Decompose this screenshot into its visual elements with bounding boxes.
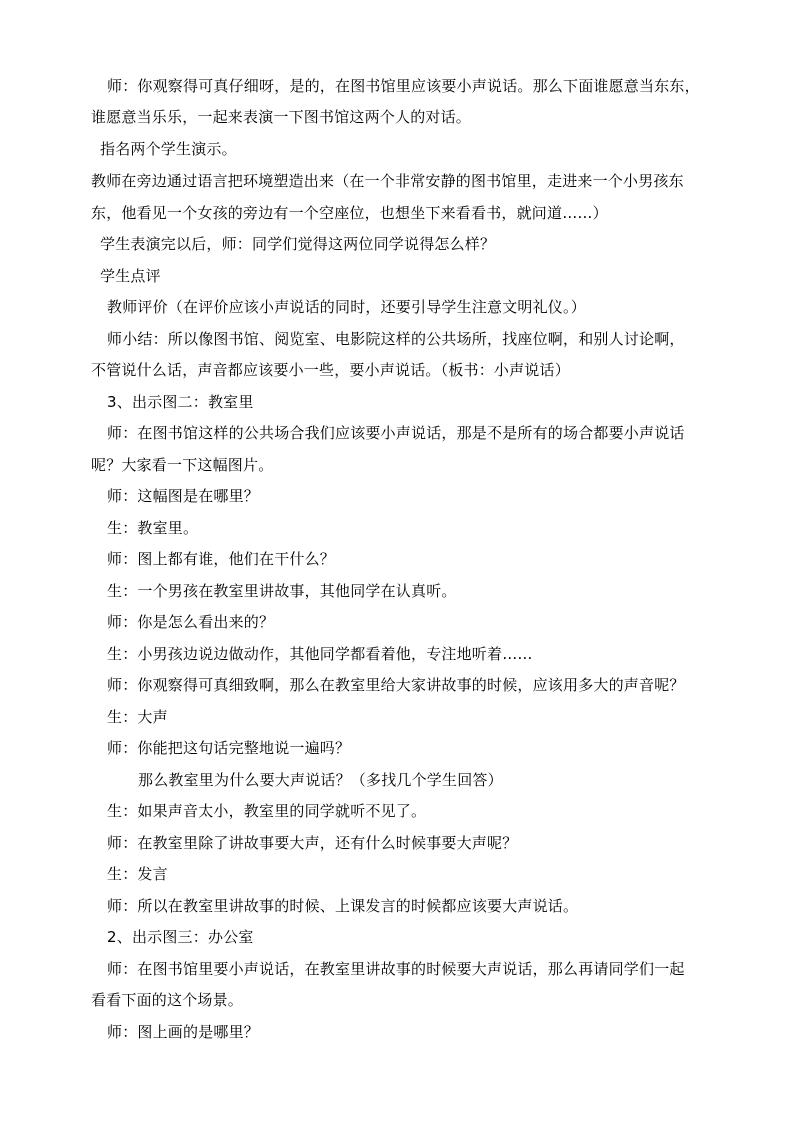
dialogue-line: 生：小男孩边说边做动作，其他同学都看着他，专注地听着…… bbox=[107, 645, 533, 663]
paragraph-line: 不管说什么话，声音都应该要小一些，要小声说话。（板书：小声说话） bbox=[91, 361, 570, 379]
paragraph-line: 呢？大家看一下这幅图片。 bbox=[91, 456, 274, 474]
dialogue-line: 师：这幅图是在哪里？ bbox=[107, 487, 260, 505]
paragraph-line: 教师在旁边通过语言把环境塑造出来（在一个非常安静的图书馆里，走进来一个小男孩东 bbox=[91, 172, 684, 190]
paragraph-line: 教师评价（在评价应该小声说话的同时，还要引导学生注意文明礼仪。） bbox=[107, 298, 586, 316]
dialogue-line: 师：图上都有谁，他们在干什么？ bbox=[107, 550, 336, 568]
paragraph-line: 学生表演完以后，师：同学们觉得这两位同学说得怎么样？ bbox=[100, 235, 496, 253]
dialogue-line: 师：你观察得可真细致啊，那么在教室里给大家讲故事的时候，应该用多大的声音呢？ bbox=[107, 676, 685, 694]
dialogue-line: 师：所以在教室里讲故事的时候、上课发言的时候都应该要大声说话。 bbox=[107, 897, 579, 915]
section-heading: 3、出示图二：教室里 bbox=[107, 393, 254, 411]
paragraph-line: 谁愿意当乐乐，一起来表演一下图书馆这两个人的对话。 bbox=[91, 108, 472, 126]
dialogue-line: 生：大声 bbox=[107, 708, 168, 726]
paragraph-line: 师：在图书馆这样的公共场合我们应该要小声说话，那是不是所有的场合都要小声说话 bbox=[107, 424, 685, 442]
dialogue-line: 生：发言 bbox=[107, 865, 168, 883]
dialogue-line: 生：一个男孩在教室里讲故事，其他同学在认真听。 bbox=[107, 582, 457, 600]
section-heading: 2、出示图三：办公室 bbox=[107, 928, 254, 946]
paragraph-line: 指名两个学生演示。 bbox=[100, 140, 237, 158]
dialogue-line: 师：图上画的是哪里？ bbox=[107, 1023, 260, 1041]
dialogue-line: 生：教室里。 bbox=[107, 519, 199, 537]
dialogue-line: 师：你能把这句话完整地说一遍吗？ bbox=[107, 739, 351, 757]
paragraph-line: 师小结：所以像图书馆、阅览室、电影院这样的公共场所，找座位啊，和别人讨论啊， bbox=[107, 330, 685, 348]
paragraph-line: 师：你观察得可真仔细呀，是的，在图书馆里应该要小声说话。那么下面谁愿意当东东， bbox=[107, 77, 700, 95]
paragraph-line: 东，他看见一个女孩的旁边有一个空座位，也想坐下来看看书，就问道……） bbox=[91, 204, 608, 222]
dialogue-line: 师：你是怎么看出来的？ bbox=[107, 613, 275, 631]
paragraph-line: 看看下面的这个场景。 bbox=[91, 991, 244, 1009]
paragraph-line: 学生点评 bbox=[100, 267, 161, 285]
paragraph-line: 师：在图书馆里要小声说话，在教室里讲故事的时候要大声说话，那么再请同学们一起 bbox=[107, 960, 685, 978]
dialogue-line: 那么教室里为什么要大声说话？（多找几个学生回答） bbox=[138, 771, 503, 789]
dialogue-line: 生：如果声音太小，教室里的同学就听不见了。 bbox=[107, 802, 427, 820]
dialogue-line: 师：在教室里除了讲故事要大声，还有什么时候事要大声呢？ bbox=[107, 834, 518, 852]
